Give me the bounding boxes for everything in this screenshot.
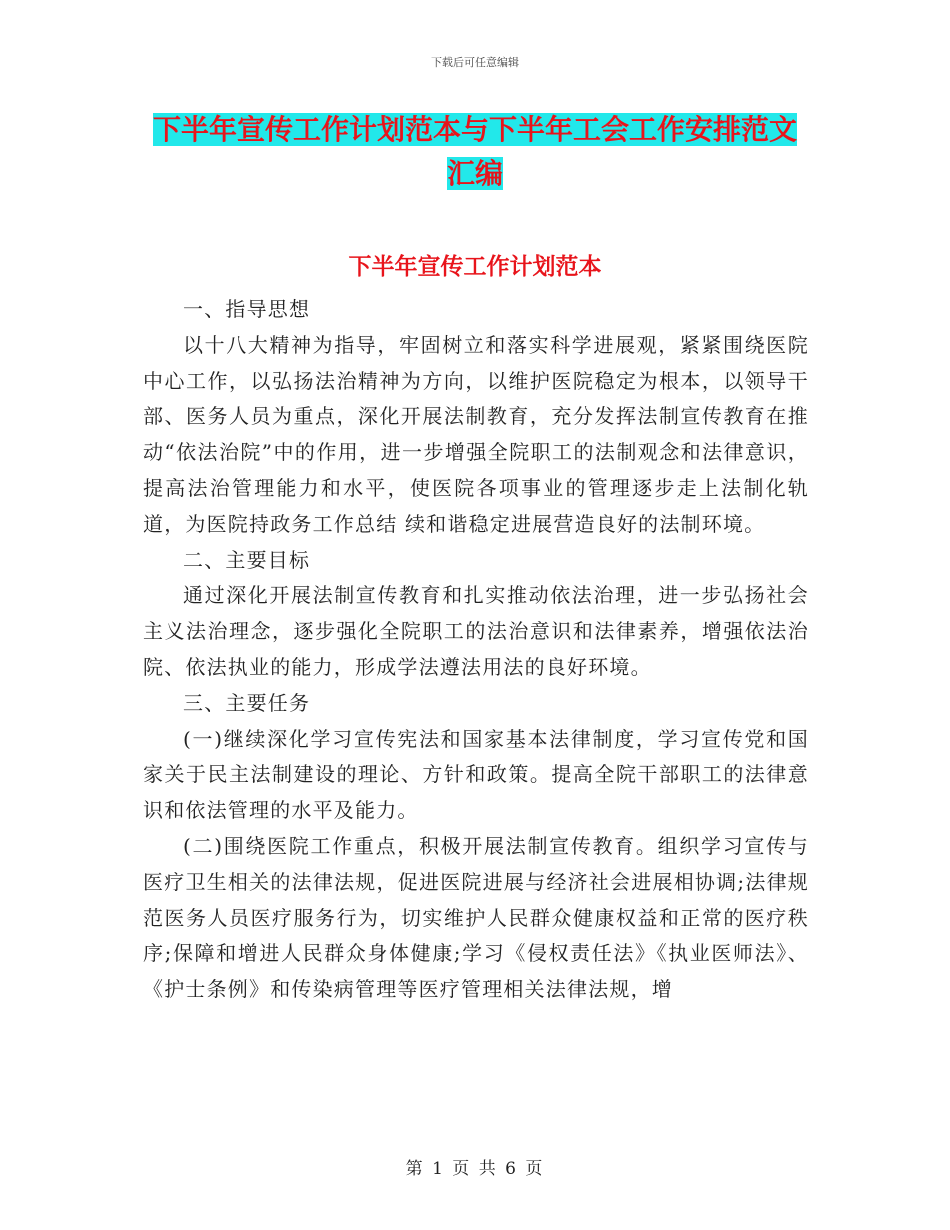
body-text [143, 292, 809, 1008]
heading-main-tasks: 三、主要任务 [183, 690, 311, 715]
title-line-2: 汇编 [446, 157, 503, 190]
page-footer: 第 1 页 共 6 页 [405, 1159, 545, 1179]
heading-main-goals: 二、主要目标 [183, 547, 311, 572]
paragraph-task-1: (一)继续深化学习宣传宪法和国家基本法律制度，学习宣传党和国家关于民主法制建设的理论、方针和政策。提高全院干部职工的法律意识和依法管理的水平及能力。 [143, 726, 809, 823]
section-title: 下半年宣传工作计划范本 [348, 253, 602, 280]
document-title [145, 108, 805, 196]
paragraph-guiding-ideology: 以十八大精神为指导，牢固树立和落实科学进展观，紧紧围绕医院中心工作，以弘扬法治精神为方向，以维护医院稳定为根本，以领导干部、医务人员为重点，深化开展法制教育，充分发挥法制宣传教育在推动“依法治院”中的作用，进一步增强全院职工的法制观念和法律意识，提高法治管理能力和水平，使医院各项事业的管理逐步走上法制化轨道，为医院持政务工作总结 续和谐稳定进展营造良好的法制环境。 [143, 332, 809, 536]
header-note: 下载后可任意编辑 [431, 56, 519, 69]
paragraph-main-goals: 通过深化开展法制宣传教育和扎实推动依法治理，进一步弘扬社会主义法治理念，逐步强化全院职工的法治意识和法律素养，增强依法治院、依法执业的能力，形成学法遵法用法的良好环境。 [143, 583, 809, 679]
title-line-1: 下半年宣传工作计划范本与下半年工会工作安排范文 [152, 113, 797, 146]
paragraph-task-2: (二)围绕医院工作重点，积极开展法制宣传教育。组织学习宣传与医疗卫生相关的法律法规，促进医院进展与经济社会进展相协调;法律规范医务人员医疗服务行为，切实维护人民群众健康权益和正常的医疗秩序;保障和增进人民群众身体健康;学习《侵权责任法》《执业医师法》、《护士条例》和传染病管理等医疗管理相关法律法规，增 [143, 833, 809, 1002]
heading-guiding-ideology: 一、指导思想 [183, 297, 311, 321]
